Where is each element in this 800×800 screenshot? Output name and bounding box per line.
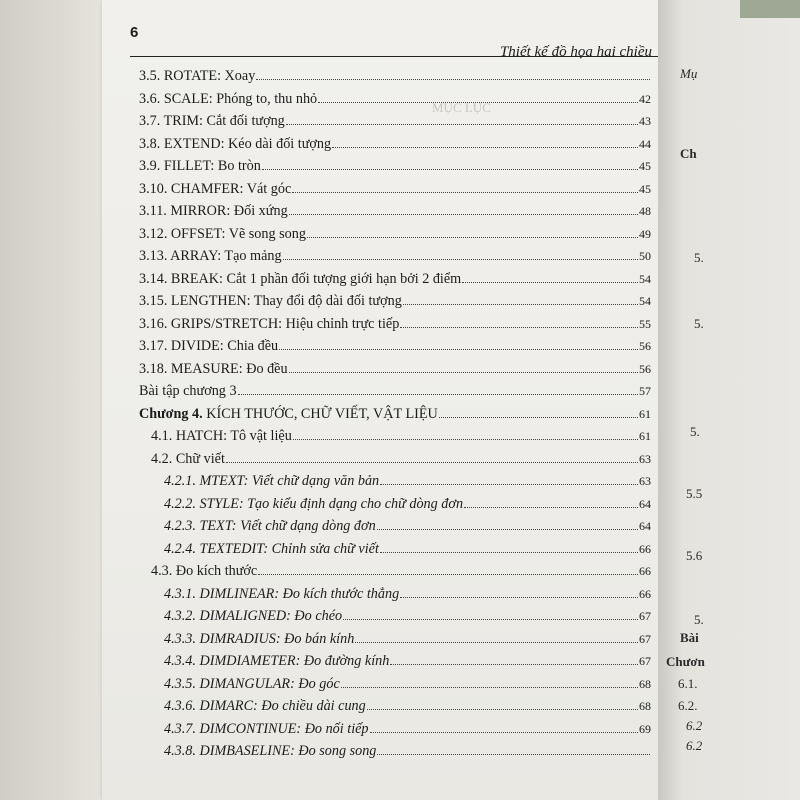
toc-entry-label: 3.9. FILLET: Bo tròn	[139, 158, 261, 174]
toc-entry	[164, 649, 651, 669]
toc-entry-label: 3.6. SCALE: Phóng to, thu nhỏ	[139, 90, 318, 107]
toc-entry	[139, 244, 651, 264]
toc-entry	[139, 64, 651, 84]
chapter-title: KÍCH THƯỚC, CHỮ VIẾT, VẬT LIỆU	[202, 405, 438, 422]
toc-entry-page: 64	[639, 519, 651, 533]
toc-entry	[139, 154, 651, 174]
dot-leader	[464, 507, 638, 508]
dot-leader	[377, 754, 650, 755]
dot-leader	[238, 394, 638, 395]
toc-entry-label: 4.3.1. DIMLINEAR: Đo kích thước thẳng	[164, 585, 400, 602]
toc-entry-label: 4.3.2. DIMALIGNED: Đo chéo	[164, 608, 343, 624]
toc-entry-page: 63	[639, 451, 651, 466]
facing-page-heading: Mụ	[680, 66, 698, 81]
dot-leader	[390, 664, 638, 665]
toc-entry-page: 54	[639, 271, 651, 286]
toc-entry-page: 66	[639, 541, 651, 556]
toc-entry	[139, 222, 651, 242]
toc-entry-label: 4.3.7. DIMCONTINUE: Đo nối tiếp	[164, 720, 369, 737]
toc-entry-page: 48	[639, 204, 651, 218]
toc-entry-page: 42	[639, 91, 651, 106]
toc-entry-page: 56	[639, 361, 651, 376]
toc-entry	[164, 604, 651, 624]
dot-leader	[367, 709, 638, 710]
toc-entry-label: 3.10. CHAMFER: Vát góc	[139, 180, 292, 197]
dot-leader	[258, 574, 638, 575]
toc-entry-label: 4.2.2. STYLE: Tạo kiểu định dạng cho chữ dòng đơn	[164, 495, 464, 512]
page-number: 6	[130, 24, 139, 41]
dot-leader	[307, 237, 638, 238]
toc-entry-page: 54	[639, 294, 651, 308]
toc-entry-page: 67	[639, 631, 651, 646]
facing-page	[658, 0, 800, 800]
toc-entry-page: 64	[639, 496, 651, 511]
toc-entry	[139, 87, 651, 107]
toc-entry-page: 44	[639, 136, 651, 151]
toc-entry-label: Bài tập chương 3	[139, 383, 237, 399]
facing-page-text: 6.2	[686, 738, 703, 753]
toc-entry-label: 3.5. ROTATE: Xoay	[139, 68, 256, 84]
toc-entry	[139, 132, 651, 152]
toc-entry-page: 55	[639, 316, 651, 331]
toc-entry-page: 50	[639, 249, 651, 263]
dot-leader	[439, 417, 638, 418]
facing-page-text: 6.2	[686, 718, 703, 733]
facing-page-text: 5.	[694, 612, 704, 627]
dot-leader	[341, 687, 638, 688]
toc-entry-label: 3.17. DIVIDE: Chia đều	[139, 338, 279, 354]
facing-page-text: Bài	[680, 630, 699, 645]
toc-entry-page: 57	[639, 384, 651, 398]
toc-entry-page: 67	[639, 609, 651, 623]
dot-leader	[292, 192, 638, 193]
toc-entry	[139, 177, 651, 197]
dot-leader	[377, 529, 638, 530]
toc-entry-page: 43	[639, 114, 651, 128]
toc-entry-label: 4.2.1. MTEXT: Viết chữ dạng văn bản	[164, 473, 380, 489]
dot-leader	[279, 349, 638, 350]
toc-entry-page: 68	[639, 699, 651, 713]
chapter-number: Chương 4.	[139, 405, 203, 422]
toc-entry	[139, 357, 651, 377]
toc-entry-page: 63	[639, 474, 651, 488]
background-corner	[740, 0, 800, 18]
dot-leader	[380, 552, 638, 553]
toc-entry	[139, 199, 651, 219]
toc-entry	[164, 537, 651, 557]
toc-entry	[164, 469, 651, 489]
background-left-edge	[0, 0, 102, 800]
toc-entry-label: 4.3.3. DIMRADIUS: Đo bán kính	[164, 630, 355, 647]
bleed-through-text: MỤC LỤC	[432, 100, 491, 115]
toc-entry-page: 67	[639, 654, 651, 668]
dot-leader	[256, 79, 650, 80]
facing-page-text: 5.5	[686, 486, 703, 501]
toc-entry-label: 3.16. GRIPS/STRETCH: Hiệu chỉnh trực tiếp	[139, 315, 400, 332]
toc-entry-label: 3.7. TRIM: Cắt đối tượng	[139, 113, 285, 129]
toc-entry	[139, 402, 651, 422]
toc-entry-label: 3.15. LENGTHEN: Thay đổi độ dài đối tượng	[139, 293, 402, 309]
toc-entry-page: 69	[639, 721, 651, 736]
toc-entry-label: 3.12. OFFSET: Vẽ song song	[139, 225, 306, 242]
dot-leader	[400, 327, 638, 328]
book-page	[102, 0, 658, 800]
toc-entry-label	[139, 406, 438, 422]
toc-entry	[151, 424, 651, 444]
toc-entry	[164, 627, 651, 647]
toc-entry-label: 4.2. Chữ viết	[151, 450, 225, 467]
dot-leader	[283, 259, 638, 260]
toc-entry	[139, 109, 651, 129]
dot-leader	[462, 282, 638, 283]
toc-entry-page: 68	[639, 676, 651, 691]
facing-page-text: 6.2.	[678, 698, 698, 713]
facing-page-text: 5.	[690, 424, 700, 439]
toc-entry-page: 45	[639, 181, 651, 196]
toc-entry	[139, 267, 651, 287]
facing-page-text: Ch	[680, 146, 697, 161]
toc-entry-label: 3.8. EXTEND: Kéo dài đối tượng	[139, 135, 332, 152]
toc-entry	[164, 492, 651, 512]
header-rule	[130, 56, 658, 57]
toc-entry-page: 66	[639, 586, 651, 601]
facing-page-text: 5.	[694, 316, 704, 331]
toc-entry	[164, 717, 651, 737]
toc-entry	[151, 559, 651, 579]
dot-leader	[400, 597, 638, 598]
toc-entry-label: 4.1. HATCH: Tô vật liệu	[151, 428, 292, 444]
toc-entry-page: 66	[639, 564, 651, 578]
toc-entry-label: 4.2.3. TEXT: Viết chữ dạng dòng đơn	[164, 518, 376, 534]
toc-entry	[164, 694, 651, 714]
toc-entry-label: 3.14. BREAK: Cắt 1 phần đối tượng giới hạn bởi 2 điểm	[139, 270, 462, 287]
dot-leader	[293, 439, 638, 440]
dot-leader	[289, 372, 638, 373]
dot-leader	[355, 642, 638, 643]
facing-page-text: 5.6	[686, 548, 703, 563]
toc-entry-page: 56	[639, 339, 651, 353]
toc-entry	[139, 312, 651, 332]
dot-leader	[370, 732, 638, 733]
running-title: Thiết kế đồ họa hai chiều	[499, 44, 652, 60]
dot-leader	[380, 484, 638, 485]
facing-page-text: 6.1.	[678, 676, 698, 691]
toc-entry-label: 4.3.8. DIMBASELINE: Đo song song	[164, 743, 377, 759]
toc-entry	[139, 289, 651, 309]
dot-leader	[403, 304, 638, 305]
toc-entry-label: 4.2.4. TEXTEDIT: Chỉnh sửa chữ viết	[164, 540, 379, 557]
toc-entry	[164, 582, 651, 602]
toc-entry-page: 49	[639, 226, 651, 241]
toc-entry-label: 3.13. ARRAY: Tạo mảng	[139, 248, 282, 264]
toc-entry	[164, 739, 651, 759]
toc-entry-page: 45	[639, 159, 651, 173]
dot-leader	[289, 214, 638, 215]
toc-entry	[151, 447, 651, 467]
toc-entry	[139, 334, 651, 354]
dot-leader	[332, 147, 638, 148]
toc-entry	[139, 379, 651, 399]
facing-page-text: 5.	[694, 250, 704, 265]
toc-entry-label: 4.3.6. DIMARC: Đo chiều dài cung	[164, 698, 366, 714]
toc-entry-label: 3.18. MEASURE: Đo đều	[139, 360, 288, 377]
dot-leader	[343, 619, 638, 620]
toc-entry-label: 4.3. Đo kích thước	[151, 563, 258, 579]
dot-leader	[226, 462, 638, 463]
dot-leader	[262, 169, 638, 170]
toc-entry-page: 61	[639, 429, 651, 443]
facing-page-text: Chươn	[666, 654, 705, 669]
dot-leader	[286, 124, 638, 125]
toc-entry	[164, 514, 651, 534]
toc-entry-label: 3.11. MIRROR: Đối xứng	[139, 203, 288, 219]
toc-entry-label: 4.3.5. DIMANGULAR: Đo góc	[164, 675, 340, 692]
toc-entry	[164, 672, 651, 692]
toc-entry-page: 61	[639, 406, 651, 421]
dot-leader	[318, 102, 638, 103]
toc-entry-label: 4.3.4. DIMDIAMETER: Đo đường kính	[164, 653, 390, 669]
